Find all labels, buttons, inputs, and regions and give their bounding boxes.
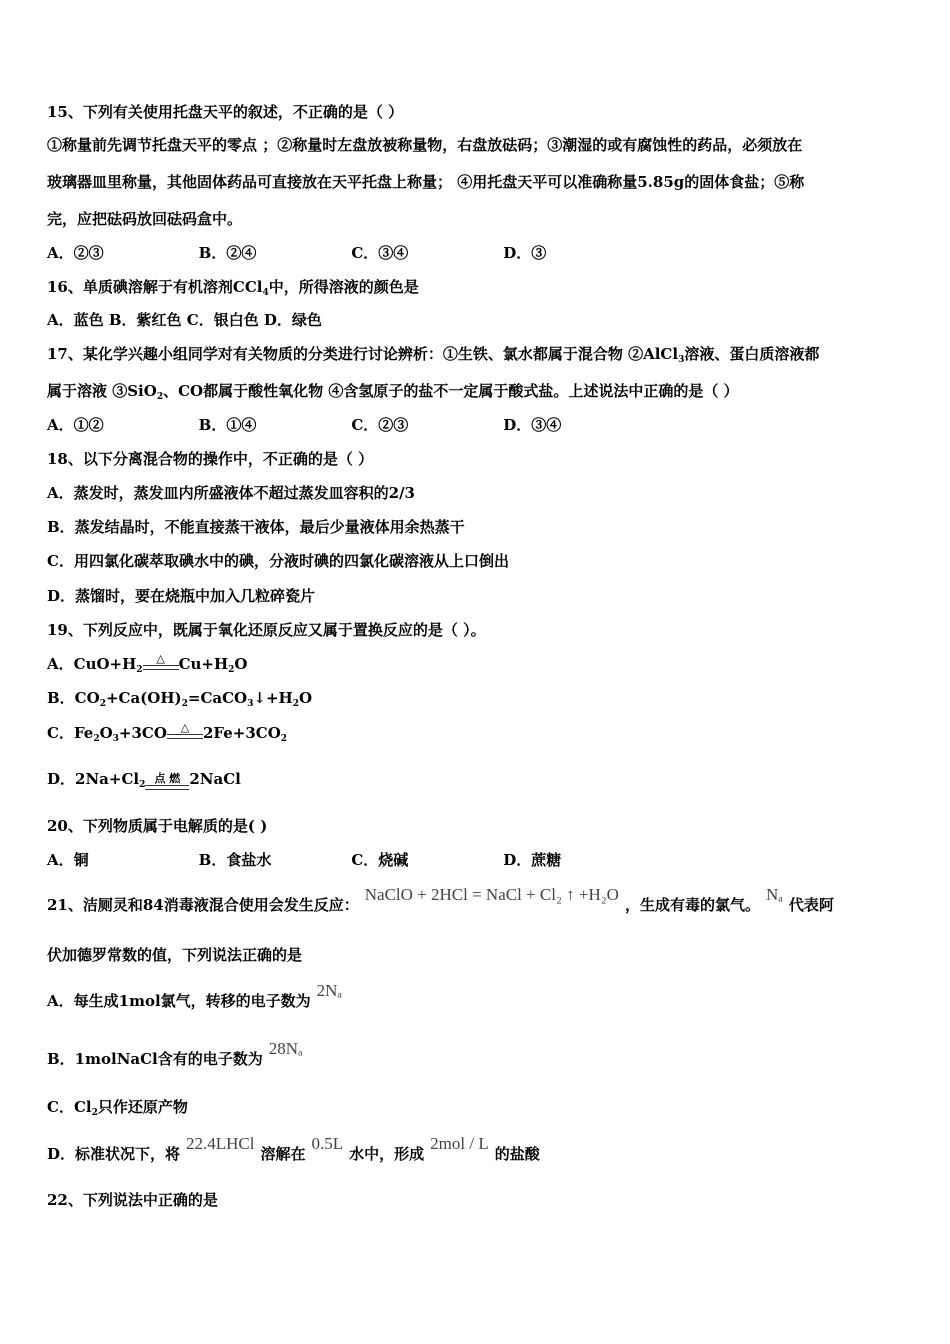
text-segment: 溶液、蛋白质溶液都 (684, 345, 820, 363)
reaction-condition: △ (180, 721, 190, 734)
subscript: 2 (93, 734, 100, 744)
subscript: 2 (280, 734, 288, 744)
text-segment: D．蒸馏时，要在烧瓶中加入几粒碎瓷片 (47, 587, 316, 605)
text-segment: D．③④ (503, 416, 562, 434)
text-segment: C．②③ (351, 416, 409, 434)
question-line (47, 344, 819, 370)
question-line (47, 310, 322, 330)
question-line (47, 769, 241, 795)
math-formula: 2Nₐ (316, 981, 343, 1000)
text-segment: 玻璃器皿里称量，其他固体药品可直接放在天平托盘上称量； ④用托盘天平可以准确称量5.85g的固体食盐；⑤称 (47, 173, 805, 191)
text-segment: A．②③ (47, 244, 104, 262)
question-line (47, 586, 315, 606)
text-segment: +Ca(OH) (105, 689, 182, 707)
subscript: 2 (292, 699, 299, 709)
text-segment: 代表阿 (788, 896, 834, 914)
question-line (47, 209, 242, 229)
text-segment: D．蔗糖 (503, 851, 562, 869)
text-segment: O (234, 655, 248, 673)
subscript: 3 (247, 699, 254, 709)
text-segment: A．CuO+H (47, 655, 137, 673)
question-line (47, 243, 546, 263)
text-segment: A．每生成1mol氯气，转移的电子数为 (47, 992, 311, 1010)
subscript: 2 (139, 780, 146, 790)
text-segment: ①称量前先调节托盘天平的零点 ；②称量时左盘放被称量物，右盘放砝码；③潮湿的或有腐蚀性的药品，必须放在 (47, 136, 803, 154)
subscript: 2 (91, 1108, 98, 1118)
question-line (47, 551, 509, 571)
reaction-condition-equals (145, 772, 189, 795)
text-segment: B．1molNaCl含有的电子数为 (47, 1050, 263, 1068)
text-segment: D．2Na+Cl (47, 770, 140, 788)
math-formula: 2mol / L (430, 1134, 489, 1153)
subscript: 4 (262, 288, 269, 298)
reaction-condition-equals (143, 652, 179, 675)
double-line (143, 665, 179, 670)
question-line (47, 1039, 309, 1069)
text-segment: A．铜 (47, 851, 89, 869)
text-segment: 伏加德罗常数的值，下列说法正确的是 (47, 946, 303, 964)
double-line (167, 734, 203, 739)
text-segment: 15、下列有关使用托盘天平的叙述，不正确的是（ ） (47, 103, 404, 121)
text-segment: 19、下列反应中，既属于氧化还原反应又属于置换反应的是（ ）。 (47, 621, 486, 639)
text-segment: A．①② (47, 416, 104, 434)
text-segment: A．蓝色 B．紫红色 C．银白色 D．绿色 (47, 311, 322, 329)
question-line (47, 381, 739, 407)
subscript: 3 (678, 355, 685, 365)
text-segment: 的盐酸 (494, 1145, 540, 1163)
reaction-condition: 点 燃 (154, 772, 181, 785)
text-segment: 2Fe+3CO (202, 724, 281, 742)
question-line (47, 816, 267, 836)
text-segment: B．食盐水 (198, 851, 272, 869)
text-segment: 18、以下分离混合物的操作中，不正确的是（ ） (47, 450, 374, 468)
math-formula: Nₐ (765, 885, 783, 904)
text-segment: C．Cl (47, 1098, 92, 1116)
math-formula: 0.5L (311, 1134, 344, 1153)
text-segment: A．蒸发时，蒸发皿内所盛液体不超过蒸发皿容积的2/3 (47, 484, 415, 502)
text-segment: Cu+H (178, 655, 229, 673)
question-line (47, 1097, 188, 1123)
question-line (47, 688, 312, 714)
text-segment: B．①④ (198, 416, 257, 434)
text-segment: 溶解在 (260, 1145, 306, 1163)
text-segment: O (99, 724, 113, 742)
math-formula: 28Nₐ (268, 1039, 303, 1058)
question-line (47, 449, 373, 469)
subscript: 2 (181, 699, 188, 709)
text-segment: B．②④ (198, 244, 257, 262)
reaction-condition-equals (167, 721, 203, 744)
question-line (47, 1190, 218, 1210)
question-line (47, 277, 419, 303)
question-line (47, 102, 403, 122)
text-segment: =CaCO (187, 689, 248, 707)
text-segment: B．CO (47, 689, 100, 707)
text-segment: 17、某化学兴趣小组同学对有关物质的分类进行讨论辨析：①生铁、氯水都属于混合物 ②AlCl (47, 345, 679, 363)
question-line (47, 483, 415, 503)
text-segment: 16、单质碘溶解于有机溶剂CCl (47, 278, 263, 296)
subscript: 2 (136, 665, 143, 675)
text-segment: 2NaCl (189, 770, 241, 788)
question-line (47, 981, 348, 1011)
question-line (47, 654, 248, 680)
double-line (145, 785, 189, 790)
text-segment: ↓+H (253, 689, 293, 707)
text-segment: 、CO都属于酸性氧化物 ④含氢原子的盐不一定属于酸式盐。上述说法中正确的是（ ） (163, 382, 739, 400)
question-line (47, 135, 802, 155)
question-line (47, 517, 465, 537)
text-segment: 水中，形成 (349, 1145, 425, 1163)
text-segment: 20、下列物质属于电解质的是( ) (47, 817, 268, 835)
question-line (47, 172, 804, 192)
text-segment: D．标准状况下，将 (47, 1145, 181, 1163)
text-segment: D．③ (503, 244, 547, 262)
text-segment: 中，所得溶液的颜色是 (268, 278, 419, 296)
text-segment: O (298, 689, 313, 707)
text-segment: C．Fe (47, 724, 94, 742)
text-segment: 完，应把砝码放回砝码盒中。 (47, 210, 243, 228)
subscript: 2 (228, 665, 235, 675)
question-line (47, 885, 834, 915)
reaction-condition: △ (156, 652, 165, 665)
text-segment: B．蒸发结晶时，不能直接蒸干液体，最后少量液体用余热蒸干 (47, 518, 465, 536)
question-line (47, 415, 561, 435)
text-segment: 只作还原产物 (97, 1098, 188, 1116)
text-segment: +3CO (118, 724, 167, 742)
text-segment: 21、洁厕灵和84消毒液混合使用会发生反应： (47, 896, 359, 914)
question-line (47, 850, 561, 870)
subscript: 2 (156, 392, 164, 402)
subscript: 2 (99, 699, 106, 709)
question-line (47, 620, 486, 640)
math-formula: NaClO + 2HCl = NaCl + Cl₂ ↑ +H₂O (364, 885, 619, 904)
text-segment: 22、下列说法中正确的是 (47, 1191, 218, 1209)
question-line (47, 723, 287, 749)
text-segment: 属于溶液 ③SiO (47, 382, 157, 400)
question-line (47, 1134, 540, 1164)
text-segment: C．用四氯化碳萃取碘水中的碘，分液时碘的四氯化碳溶液从上口倒出 (47, 552, 509, 570)
math-formula: 22.4LHCl (186, 1134, 255, 1153)
subscript: 3 (112, 734, 119, 744)
text-segment: C．烧碱 (351, 851, 409, 869)
text-segment: C．③④ (351, 244, 409, 262)
text-segment: ，生成有毒的氯气。 (624, 896, 760, 914)
question-line (47, 945, 302, 965)
